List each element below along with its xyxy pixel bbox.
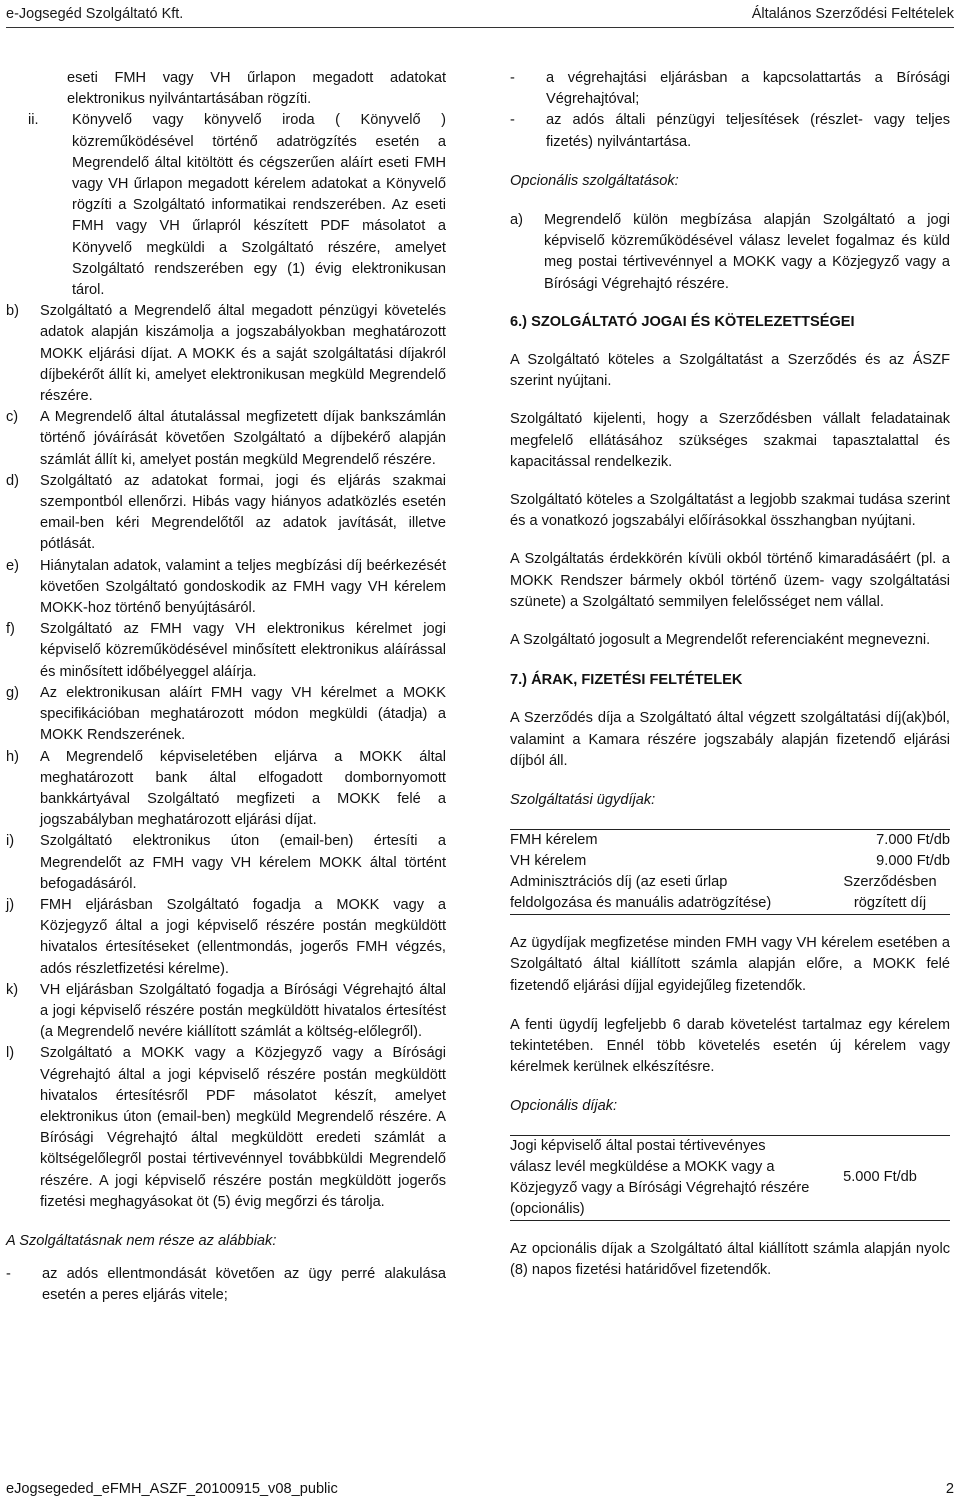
list-item-b (6, 301, 446, 407)
item-text: VH eljárásban Szolgáltató fogadja a Bírósági Végrehajtó által a jogi képviselő részére postán megküldött hivatalos értesítést (a Megrendelő nevére kiállított számlát a költség-előlegről). (40, 981, 446, 1041)
dash-bullet: - (510, 70, 515, 86)
not-part-list-continued (510, 68, 950, 153)
item-label: ii. (28, 112, 39, 129)
dash-bullet: - (510, 112, 515, 129)
item-label: b) (6, 303, 19, 320)
item-label: l) (6, 1045, 15, 1062)
section-7-intro: A Szerződés díja a Szolgáltató által végzett szolgáltatási díj(ak)ból, valamint a Kamara részére jogszabály alapján fizetendő eljárási díjból áll. (510, 710, 950, 769)
page-header (6, 6, 954, 26)
section-6-body (510, 350, 950, 651)
optional-services-heading: Opcionális szolgáltatások: (510, 172, 679, 189)
not-part-heading: A Szolgáltatásnak nem része az alábbiak: (6, 1232, 277, 1249)
section-6-paragraph: A Szolgáltató köteles a Szolgáltatást a Szerződés és az ÁSZF szerint nyújtani. (510, 352, 950, 390)
section-6-paragraph: A Szolgáltató jogosult a Megrendelőt referenciaként megnevezni. (510, 632, 931, 649)
fee-value: 7.000 Ft/db (876, 832, 950, 849)
item-label: j) (6, 896, 15, 913)
fee-value: Szerződésben rögzített díj (843, 874, 937, 912)
dash-text: az adós ellentmondását követően az ügy perré alakulása esetén a peres eljárás vitele; (42, 1266, 446, 1304)
optional-fee-value: 5.000 Ft/db (843, 1169, 917, 1186)
optional-fee-row (510, 1135, 950, 1220)
fees-note-1: Az ügydíjak megfizetése minden FMH vagy VH kérelem esetében a Szolgáltató által kiállított számla alapján előre, a MOKK felé fizetendő eljárási díjjal egyidejűleg fizetendők. (510, 935, 950, 994)
item-label: i) (6, 833, 15, 850)
fee-row (510, 872, 950, 915)
fee-name: VH kérelem (510, 853, 587, 870)
item-text: Szolgáltató elektronikus úton (email-ben) értesíti a Megrendelőt az FMH vagy VH kérelem MOKK által történt befogadásáról. (40, 833, 446, 892)
list-item-j (6, 895, 446, 980)
dash-bullet: - (6, 1266, 11, 1283)
item-label: e) (6, 557, 19, 574)
header-doc-title: Általános Szerződési Feltételek (751, 6, 954, 22)
section-6-paragraph: A Szolgáltatás érdekkörén kívüli okból történő kimaradásáért (pl. a MOKK Rendszer bármely okból történő üzem- vagy szolgáltatási szünete) a Szolgáltató semmilyen felelősséget nem vállal. (510, 551, 950, 610)
optional-fees-table (510, 1135, 950, 1221)
fees-table (510, 829, 950, 915)
fee-name: FMH kérelem (510, 832, 598, 849)
header-divider (6, 27, 954, 28)
footer-filename: eJogsegeded_eFMH_ASZF_20100915_v08_public (6, 1481, 338, 1497)
item-text: Az elektronikusan aláírt FMH vagy VH kérelmet a MOKK specifikációban meghatározott módon megküldi (átadja) a MOKK Rendszerének. (40, 684, 446, 744)
item-text: Szolgáltató a MOKK vagy a Közjegyző vagy a Bírósági Végrehajtó által a jogi képviselő részére postán megküldött hivatalos értesítésről PDF másolatot készít, amelyet elektronikus úton (email-ben) megküld Megrendelő részére. A Bírósági Végrehajtó által megküldött eredeti számlát a költségelőlegről postai tértivevénnyel továbbküldi Megrendelő részére. A jogi képviselő részére postán megküldött jogerős fizetési meghagyásokat öt (5) évig megőrzi és tárolja. (40, 1045, 446, 1210)
optional-fees-heading: Opcionális díjak: (510, 1097, 618, 1114)
dash-item (6, 1264, 446, 1306)
list-item-ii (6, 110, 446, 301)
dash-text: a végrehajtási eljárásban a kapcsolattartás a Bírósági Végrehajtóval; (546, 70, 950, 108)
item-label: c) (6, 409, 19, 426)
item-text: Szolgáltató az FMH vagy VH elektronikus kérelmet jogi képviselő közreműködésével minősített elektronikus aláírással és minősített időbélyeggel aláírja. (40, 621, 446, 680)
item-label: d) (6, 472, 19, 489)
item-label: f) (6, 621, 15, 638)
item-text: Szolgáltató a Megrendelő által megadott pénzügyi követelés adatok alapján kiszámolja a jogszabályokban meghatározott MOKK eljárási díjat. A MOKK és a saját szolgáltatási díjakról díjbekérőt állít ki, amelyet elektronikusan megküld Megrendelő részére. (40, 303, 446, 405)
item-text: Hiánytalan adatok, valamint a teljes megbízási díj beérkezését követően Szolgáltató gondoskodik az FMH vagy VH kérelem MOKK-hoz történő benyújtásáról. (40, 557, 446, 617)
fee-value: 9.000 Ft/db (876, 853, 950, 870)
section-6-title: 6.) SZOLGÁLTATÓ JOGAI ÉS KÖTELEZETTSÉGEI (510, 313, 855, 330)
list-item-l (6, 1043, 446, 1213)
item-text: A Megrendelő képviseletében eljárva a MOKK által meghatározott bank által elfogadott dombornyomott bankkártyával Szolgáltató megfizeti a MOKK felé a jogszabályban meghatározott eljárási díjat. (40, 748, 446, 829)
right-column (510, 68, 950, 1281)
fee-name: Adminisztrációs díj (az eseti űrlap feldolgozása és manuális adatrögzítése) (510, 874, 772, 912)
dash-text: az adós általi pénzügyi teljesítések (részlet- vagy teljes fizetés) nyilvántartása. (546, 112, 950, 150)
fees-heading: Szolgáltatási ügydíjak: (510, 792, 656, 809)
list-item-e (6, 556, 446, 620)
list-item-f (6, 619, 446, 683)
list-item-k (6, 980, 446, 1044)
left-column (6, 68, 446, 1307)
optional-services-list (510, 210, 950, 295)
list-item-i (6, 831, 446, 895)
list-item-g (6, 683, 446, 747)
list-item-c (6, 407, 446, 471)
item-text: Megrendelő külön megbízása alapján Szolgáltató a jogi képviselő közreműködésével válasz levelet fogalmaz és küld meg postai tértivevénnyel a MOKK vagy a Közjegyző vagy a Bírósági Végrehajtó részére. (544, 212, 950, 292)
fee-row (510, 851, 950, 872)
not-part-list (6, 1264, 446, 1306)
section-7-title: 7.) ÁRAK, FIZETÉSI FELTÉTELEK (510, 672, 743, 689)
list-item-h (6, 747, 446, 832)
item-label: a) (510, 212, 523, 229)
intro-paragraph: eseti FMH vagy VH űrlapon megadott adatokat elektronikus nyilvántartásában rögzíti. (67, 70, 446, 108)
item-label: g) (6, 684, 19, 701)
dash-item (510, 110, 950, 152)
optional-item (510, 210, 950, 295)
closing-paragraph: Az opcionális díjak a Szolgáltató által kiállított számla alapján nyolc (8) napos fizetési határidővel fizetendők. (510, 1240, 950, 1278)
fee-row (510, 830, 950, 852)
section-6-paragraph: Szolgáltató köteles a Szolgáltatást a legjobb szakmai tudása szerint és a vonatkozó jogszabályi előírásokkal összhangban nyújtani. (510, 492, 950, 530)
page-footer (6, 1481, 954, 1497)
item-text: Könyvelő vagy könyvelő iroda ( Könyvelő ) közreműködésével történő adatrögzítés esetén a Megrendelő által kitöltött és cégszerűen aláírt eseti FMH vagy VH űrlapon megadott kérelem adatokat a Könyvelő rögzíti a Szolgáltató informatikai rendszerében. Az eseti FMH vagy VH űrlapról készített PDF másolatot a Könyvelő megküldi a Szolgáltató részére, amelyet Szolgáltató rendszerében egy (1) évig elektronikusan tárol. (72, 112, 446, 299)
item-label: h) (6, 748, 19, 765)
list-item-d (6, 471, 446, 556)
section-6-paragraph: Szolgáltató kijelenti, hogy a Szerződésben vállalt feladatainak megfelelő ellátásához szükséges szakmai tapasztalattal és kapacitással rendelkezik. (510, 411, 950, 470)
item-text: FMH eljárásban Szolgáltató fogadja a MOKK vagy a Közjegyző által a jogi képviselő részére postán megküldött hivatalos értesítéseket (ellentmondás, jogerős FMH végzés, adós részletfizetési kérelme). (40, 896, 446, 977)
item-text: A Megrendelő által átutalással megfizetett díjak bankszámlán történő jóváírását követően Szolgáltató a díjbekérő alapján számlát állít ki, amelyet postán megküld Megrendelő részére. (40, 409, 446, 468)
item-text: Szolgáltató az adatokat formai, jogi és eljárás szakmai szempontból ellenőrzi. Hibás vagy hiányos adatközlés esetén email-ben kéri Megrendelőtől az adatok javítását, illetve pótlását. (40, 472, 446, 553)
procedure-list (6, 301, 446, 1213)
item-label: k) (6, 981, 19, 998)
header-company: e-Jogsegéd Szolgáltató Kft. (6, 6, 184, 22)
optional-fee-name: Jogi képviselő által postai tértivevényes válasz levél megküldése a MOKK vagy a Közjegyző vagy a Bírósági Végrehajtó részére (opcionális) (510, 1137, 810, 1217)
page-number: 2 (945, 1481, 954, 1497)
dash-item (510, 68, 950, 110)
fees-note-2: A fenti ügydíj legfeljebb 6 darab követelést tartalmaz egy kérelem tekintetében. Ennél több követelés esetén új kérelem vagy kérelmek kerülnek elkészítésre. (510, 1016, 950, 1076)
